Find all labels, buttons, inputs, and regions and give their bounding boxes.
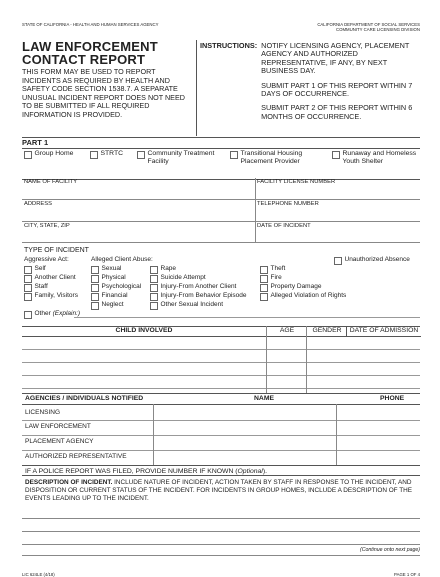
- fire-label: Fire: [270, 274, 282, 281]
- checkbox-icon[interactable]: [332, 151, 340, 159]
- form-title-line1: LAW ENFORCEMENT: [22, 39, 158, 54]
- description-line[interactable]: [22, 531, 420, 532]
- checkbox-icon[interactable]: [150, 284, 158, 292]
- incident-suicide-attempt[interactable]: [150, 274, 206, 283]
- agencies-notified-table: [22, 393, 420, 465]
- property-damage-label: Property Damage: [270, 283, 322, 290]
- incident-property-damage[interactable]: [260, 283, 321, 292]
- child-involved-header: CHILD INVOLVED: [22, 326, 266, 337]
- incident-staff[interactable]: [24, 283, 48, 292]
- form-title-line2: CONTACT REPORT: [22, 52, 146, 67]
- checkbox-icon[interactable]: [91, 266, 99, 274]
- alleged-abuse-heading: Alleged Client Abuse:: [91, 256, 153, 263]
- instruction-part2: SUBMIT PART 2 OF THIS REPORT WITHIN 6 MONTHS OF OCCURRENCE.: [261, 103, 413, 121]
- agency-row-law-enforcement: LAW ENFORCEMENT: [25, 423, 91, 430]
- self-label: Self: [34, 265, 46, 272]
- incident-rape[interactable]: [150, 265, 176, 274]
- police-report-label: IF A POLICE REPORT WAS FILED, PROVIDE NUMBER IF KNOWN (: [25, 468, 238, 475]
- agency-row-line: [22, 450, 420, 451]
- facility-type-community-treatment[interactable]: [137, 150, 232, 166]
- facility-license-number-field[interactable]: [255, 178, 420, 200]
- psychological-label: Psychological: [101, 283, 142, 290]
- agency-row-placement: PLACEMENT AGENCY: [25, 438, 94, 445]
- description-text: INCLUDE NATURE OF INCIDENT, ACTION TAKEN BY STAFF IN RESPONSE TO THE INCIDENT, AND DISPOSITION OR CURRENT STATUS OF THE INCIDENT. FOR INCIDENTS IN GROUP HOMES, INCLUDE A DESCRIPTION OF THE EVENTS LEADING UP TO THE INCIDENT.: [25, 479, 413, 502]
- other-sexual-label: Other Sexual Incident: [160, 301, 224, 308]
- incident-type-title: TYPE OF INCIDENT: [24, 247, 89, 254]
- other-label: Other: [34, 310, 51, 317]
- description-line[interactable]: [22, 544, 420, 545]
- city-state-zip-label: CITY, STATE, ZIP: [24, 223, 70, 229]
- community-treatment-label: Community Treatment Facility: [147, 150, 215, 165]
- agency-row-licensing: LICENSING: [25, 409, 61, 416]
- agency-col-divider: [153, 404, 154, 465]
- checkbox-icon[interactable]: [150, 293, 158, 301]
- continue-note: (Continue onto next page): [360, 547, 420, 553]
- date-of-admission-header: DATE OF ADMISSION: [346, 326, 421, 337]
- title-block: [22, 40, 196, 136]
- checkbox-icon[interactable]: [24, 311, 32, 319]
- injury-behavior-label: Injury-From Behavior Episode: [160, 292, 247, 299]
- checkbox-icon[interactable]: [260, 266, 268, 274]
- checkbox-icon[interactable]: [260, 284, 268, 292]
- incident-other[interactable]: [24, 310, 80, 319]
- facility-license-number-label: FACILITY LICENSE NUMBER: [257, 179, 336, 185]
- unauthorized-absence-label: Unauthorized Absence: [344, 256, 410, 263]
- incident-sexual[interactable]: [91, 265, 121, 274]
- state-agency-header: STATE OF CALIFORNIA - HEALTH AND HUMAN SERVICES AGENCY: [22, 22, 159, 27]
- group-home-label: Group Home: [34, 150, 74, 157]
- checkbox-icon[interactable]: [91, 302, 99, 310]
- description-line[interactable]: [22, 555, 420, 556]
- checkbox-icon[interactable]: [150, 275, 158, 283]
- address-label: ADDRESS: [24, 201, 53, 207]
- neglect-label: Neglect: [101, 301, 124, 308]
- agency-header-border: [22, 404, 420, 405]
- child-row-line[interactable]: [22, 375, 420, 376]
- checkbox-icon[interactable]: [24, 266, 32, 274]
- injury-another-client-label: Injury-From Another Client: [160, 283, 237, 290]
- department-header: [317, 22, 420, 32]
- financial-label: Financial: [101, 292, 128, 299]
- name-header: NAME: [254, 395, 275, 402]
- incident-physical[interactable]: [91, 274, 126, 283]
- checkbox-icon[interactable]: [334, 257, 342, 265]
- gender-header: GENDER: [306, 326, 347, 337]
- facility-type-strtc[interactable]: [90, 150, 123, 159]
- form-page: [22, 22, 420, 577]
- incident-theft[interactable]: [260, 265, 285, 274]
- instruction-notify: NOTIFY LICENSING AGENCY, PLACEMENT AGENCY AND AUTHORIZED REPRESENTATIVE, IF ANY, BY NEXT BUSINESS DAY.: [261, 41, 410, 76]
- checkbox-icon[interactable]: [91, 275, 99, 283]
- checkbox-icon[interactable]: [91, 293, 99, 301]
- child-row-line[interactable]: [22, 388, 420, 389]
- division-name: COMMUNITY CARE LICENSING DIVISION: [336, 27, 420, 32]
- form-number: LIC 624LE (4/18): [22, 572, 55, 577]
- date-of-incident-label: DATE OF INCIDENT: [257, 223, 311, 229]
- family-visitors-label: Family, Visitors: [34, 292, 78, 299]
- agency-row-line: [22, 420, 420, 421]
- incident-injury-another-client[interactable]: [150, 283, 236, 292]
- police-report-close: ).: [262, 468, 267, 475]
- checkbox-icon[interactable]: [24, 284, 32, 292]
- incident-self[interactable]: [24, 265, 46, 274]
- staff-label: Staff: [34, 283, 48, 290]
- facility-type-runaway[interactable]: [332, 150, 420, 166]
- address-field[interactable]: [22, 200, 255, 222]
- city-state-zip-field[interactable]: [22, 222, 255, 243]
- checkbox-icon[interactable]: [137, 151, 145, 159]
- instructions-block: [196, 40, 420, 136]
- incident-fire[interactable]: [260, 274, 282, 283]
- child-row-line[interactable]: [22, 362, 420, 363]
- incident-injury-behavior[interactable]: [150, 292, 246, 301]
- checkbox-icon[interactable]: [230, 151, 238, 159]
- checkbox-icon[interactable]: [91, 284, 99, 292]
- another-client-label: Another Client: [34, 274, 76, 281]
- checkbox-icon[interactable]: [24, 151, 32, 159]
- checkbox-icon[interactable]: [90, 151, 98, 159]
- facility-type-group-home[interactable]: [24, 150, 73, 159]
- description-line[interactable]: [22, 518, 420, 519]
- field-divider: [255, 178, 256, 243]
- incident-another-client[interactable]: [24, 274, 76, 283]
- age-header: AGE: [266, 326, 307, 337]
- incident-neglect[interactable]: [91, 301, 124, 310]
- checkbox-icon[interactable]: [260, 275, 268, 283]
- facility-type-row: [22, 148, 420, 180]
- name-of-facility-field[interactable]: [22, 178, 255, 200]
- incident-alleged-violation[interactable]: [260, 292, 346, 301]
- name-of-facility-label: NAME OF FACILITY: [24, 179, 78, 185]
- form-description: THIS FORM MAY BE USED TO REPORT INCIDENTS AS REQUIRED BY HEALTH AND SAFETY CODE SECTION 1538.7. A SEPARATE UNUSUAL INCIDENT REPORT DOES NOT NEED TO BE SUBMITTED IF ALL REQUIRED INFORMATION IS PROVIDED.: [22, 67, 185, 119]
- page-number: PAGE 1 OF 4: [394, 572, 420, 577]
- sexual-label: Sexual: [101, 265, 122, 272]
- description-instructions: [22, 479, 420, 503]
- optional-label: Optional: [237, 468, 263, 475]
- incident-other-sexual[interactable]: [150, 301, 223, 310]
- incident-type-section: [22, 243, 420, 327]
- child-row-line[interactable]: [22, 349, 420, 350]
- incident-psychological[interactable]: [91, 283, 141, 292]
- police-report-row[interactable]: [22, 465, 420, 476]
- checkbox-icon[interactable]: [24, 275, 32, 283]
- checkbox-icon[interactable]: [24, 293, 32, 301]
- alleged-violation-label: Alleged Violation of Rights: [270, 292, 347, 299]
- checkbox-icon[interactable]: [150, 302, 158, 310]
- date-of-incident-field[interactable]: [255, 222, 420, 243]
- instruction-part1: SUBMIT PART 1 OF THIS REPORT WITHIN 7 DAYS OF OCCURRENCE.: [261, 80, 413, 99]
- telephone-number-label: TELEPHONE NUMBER: [257, 201, 319, 207]
- runaway-label: Runaway and Homeless Youth Shelter: [342, 150, 417, 165]
- child-col-divider: [266, 326, 267, 393]
- incident-unauthorized-absence[interactable]: [334, 256, 410, 265]
- transitional-housing-label: Transitional Housing Placement Provider: [240, 150, 303, 165]
- description-label: DESCRIPTION OF INCIDENT.: [25, 479, 113, 486]
- incident-family-visitors[interactable]: [24, 292, 78, 301]
- checkbox-icon[interactable]: [260, 293, 268, 301]
- part1-heading: PART 1: [22, 137, 420, 148]
- child-involved-table: [22, 326, 420, 398]
- physical-label: Physical: [101, 274, 126, 281]
- strtc-label: STRTC: [100, 150, 124, 157]
- phone-header: PHONE: [380, 395, 405, 402]
- agency-col-divider: [336, 404, 337, 465]
- agencies-header: AGENCIES / INDIVIDUALS NOTIFIED: [25, 395, 144, 402]
- agency-row-line: [22, 435, 420, 436]
- department-name: CALIFORNIA DEPARTMENT OF SOCIAL SERVICES: [317, 22, 420, 27]
- agency-row-authorized-rep: AUTHORIZED REPRESENTATIVE: [25, 453, 127, 460]
- telephone-number-field[interactable]: [255, 200, 420, 222]
- rape-label: Rape: [160, 265, 177, 272]
- explain-label: (Explain:): [52, 310, 81, 317]
- incident-financial[interactable]: [91, 292, 128, 301]
- facility-type-transitional-housing[interactable]: [230, 150, 320, 166]
- child-col-divider: [306, 326, 307, 393]
- theft-label: Theft: [270, 265, 286, 272]
- aggressive-act-heading: Aggressive Act:: [24, 256, 69, 263]
- explain-line[interactable]: [74, 317, 420, 318]
- checkbox-icon[interactable]: [150, 266, 158, 274]
- instructions-label: INSTRUCTIONS:: [200, 41, 258, 50]
- suicide-attempt-label: Suicide Attempt: [160, 274, 206, 281]
